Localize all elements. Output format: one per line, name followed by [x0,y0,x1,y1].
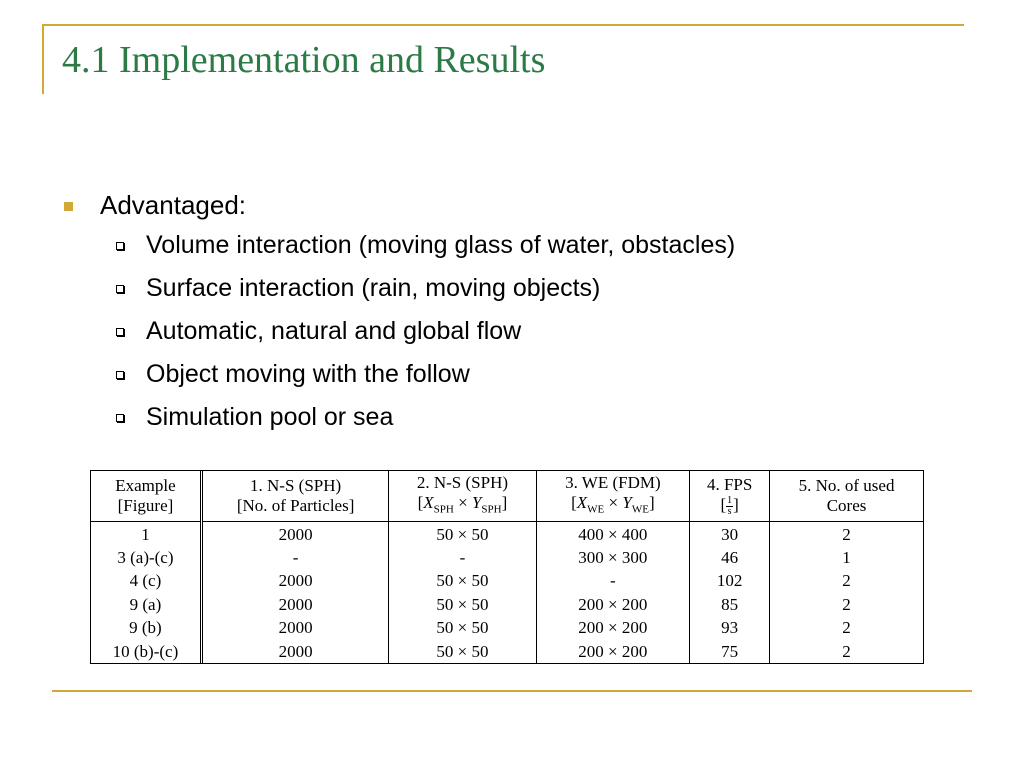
hollow-square-bullet-icon [116,242,124,250]
table-cell: 50 × 50 [389,616,536,639]
table-cell: 2000 [201,522,388,546]
table-cell: 75 [690,640,770,663]
sub-bullet-item [62,310,735,353]
table-cell: 4 (c) [91,569,201,592]
sub-bullet-item [62,224,735,267]
table-cell: - [536,569,690,592]
table-cell: 2000 [201,640,388,663]
table-cell: - [389,546,536,569]
table-cell: 50 × 50 [389,640,536,663]
sub-bullet-text: Automatic, natural and global flow [146,317,522,345]
bottom-accent-rule [52,690,972,692]
table-cell: 50 × 50 [389,569,536,592]
table-row [91,522,923,546]
table-cell: 1 [91,522,201,546]
table-cell: 2 [842,571,851,591]
table-row [91,546,923,569]
sub-bullet-text: Simulation pool or sea [146,403,394,431]
table-row [91,569,923,592]
sub-bullet-text: Object moving with the follow [146,360,470,388]
sub-bullet-text: Volume interaction (moving glass of water, obstacles) [146,231,736,259]
table-cell: 102 [690,569,770,592]
header-we-fdm-grid: 3. WE (FDM) $[X_{WE} \times Y_{WE}]$ [536,471,690,522]
hollow-square-bullet-icon [116,328,124,336]
hollow-square-bullet-icon [116,414,124,422]
table-cell: 10 (b)-(c) [91,640,201,663]
sub-bullet-text: Surface interaction (rain, moving objects) [146,274,601,302]
table-cell: 200 × 200 [536,593,690,616]
slide-title: 4.1 Implementation and Results [62,39,546,81]
table-cell: 3 (a)-(c) [91,546,201,569]
table-cell: 300 × 300 [536,546,690,569]
table-cell: 9 (b) [91,616,201,639]
table-cell: 2000 [201,616,388,639]
header-ns-sph-particles: 1. N-S (SPH) [No. of Particles] [201,471,388,522]
table-cell: 50 × 50 [389,593,536,616]
header-example: Example [Figure] [91,471,201,522]
square-bullet-icon [64,202,73,211]
hollow-square-bullet-icon [116,285,124,293]
table-cell: 200 × 200 [536,640,690,663]
table-cell: 93 [690,616,770,639]
table-cell: 30 [690,522,770,546]
table-cell: 2000 [201,593,388,616]
table-header-row [91,471,923,522]
header-ns-sph-grid: 2. N-S (SPH) $[X_{SPH} \times Y_{SPH}]$ [389,471,536,522]
header-cores: 5. No. of used Cores [770,471,923,522]
sub-bullet-list [62,224,735,439]
table-cell: 1 [842,548,851,568]
header-fps: 4. FPS [ $\frac{1}{s}$ ] [690,471,770,522]
table-cell: 2 [842,641,851,661]
results-table [90,470,924,664]
top-accent-rule [42,24,964,26]
bullet-list [62,186,735,439]
table-cell: 2 [842,524,851,544]
table-cell: 85 [690,593,770,616]
table-cell: 2 [842,618,851,638]
table-cell: 9 (a) [91,593,201,616]
main-bullet-text: Advantaged: [100,190,247,220]
table-row [91,616,923,639]
main-bullet [62,186,735,224]
table-row [91,593,923,616]
table-cell: 46 [690,546,770,569]
table-cell: - [201,546,388,569]
table-cell: 2000 [201,569,388,592]
table-cell: 50 × 50 [389,522,536,546]
hollow-square-bullet-icon [116,371,124,379]
sub-bullet-item [62,267,735,310]
table-cell: 200 × 200 [536,616,690,639]
table-cell: 400 × 400 [536,522,690,546]
sub-bullet-item [62,353,735,396]
sub-bullet-item [62,396,735,439]
left-accent-rule [42,24,44,94]
table-cell: 2 [842,594,851,614]
table-row [91,640,923,663]
